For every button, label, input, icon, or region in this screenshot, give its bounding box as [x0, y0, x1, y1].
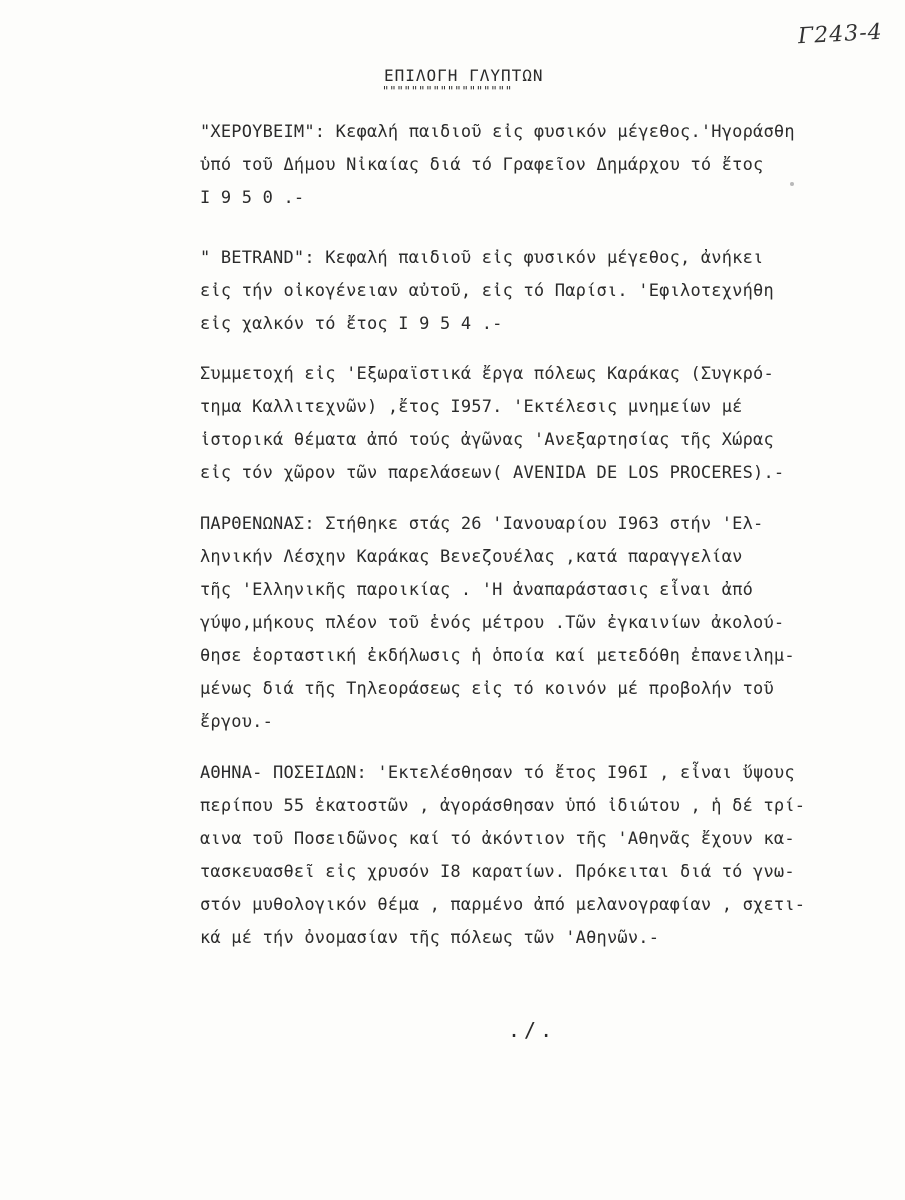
paragraph-line: κά μέ τήν ὀνομασίαν τῆς πόλεως τῶν 'Αθηνῶν.- — [200, 928, 660, 948]
paragraph-line: τῆς 'Ελληνικῆς παροικίας . 'Η ἀναπαράστασις εἶναι ἀπό — [200, 580, 754, 600]
paragraph-line: εἰς τόν χῶρον τῶν παρελάσεων( AVENIDA DE LOS PROCERES).- — [200, 463, 785, 483]
paragraph-line: τημα Καλλιτεχνῶν) ,ἔτος Ι957. 'Εκτέλεσις μνημείων μέ — [200, 397, 743, 417]
paragraph-line: ὑπό τοῦ Δήμου Νἰκαίας διά τό Γραφεῖον Δημάρχου τό ἔτος — [200, 155, 764, 175]
paragraph-line: θησε ἑορταστική ἐκδήλωσις ἡ ὁποία καί μετεδόθη ἐπανειλημ- — [200, 646, 795, 666]
paragraph-betrand — [200, 242, 860, 341]
title-underline: """""""""""""""""" — [382, 84, 513, 98]
paragraph-line: ΠΑΡΘΕΝΩΝΑΣ: Στήθηκε στάς 26 'Ιανουαρίου Ι963 στήν 'Ελ- — [200, 514, 764, 534]
document-title: ΕΠΙΛΟΓΗ ΓΛΥΠΤΩΝ — [384, 66, 544, 85]
paragraph-athena-poseidon — [200, 757, 860, 955]
paragraph-line: εἰς χαλκόν τό ἔτος Ι 9 5 4 .- — [200, 314, 503, 334]
paragraph-line: εἰς τήν οἰκογένειαν αὐτοῦ, εἰς τό Παρίσι. 'Εφιλοτεχνήθη — [200, 281, 774, 301]
paragraph-line: ληνικήν Λέσχην Καράκας Βενεζουέλας ,κατά παραγγελίαν — [200, 547, 743, 567]
paragraph-line: Συμμετοχή εἰς 'Εξωραϊστικά ἔργα πόλεως Καράκας (Συγκρό- — [200, 364, 774, 384]
paragraph-parthenon — [200, 508, 860, 739]
paragraph-line: τασκευασθεῖ εἰς χρυσόν Ι8 καρατίων. Πρόκειται διά τό γνω- — [200, 862, 795, 882]
paragraph-line: " BETRAND": Κεφαλή παιδιοῦ εἰς φυσικόν μέγεθος, ἀνήκει — [200, 248, 764, 268]
paragraph-line: ΑΘΗΝΑ- ΠΟΣΕΙΔΩΝ: 'Εκτελέσθησαν τό ἔτος Ι96Ι , εἶναι ὕψους — [200, 763, 795, 783]
paragraph-line: ἱστορικά θέματα ἀπό τούς ἀγῶνας 'Ανεξαρτησίας τῆς Χώρας — [200, 430, 774, 450]
paragraph-line: στόν μυθολογικόν θέμα , παρμένο ἀπό μελανογραφίαν , σχετι- — [200, 895, 806, 915]
paragraph-line: περίπου 55 ἑκατοστῶν , ἀγοράσθησαν ὑπό ἰδιώτου , ἡ δέ τρί- — [200, 796, 806, 816]
paragraph-line: "ΧΕΡΟΥΒΕΙΜ": Κεφαλή παιδιοῦ εἰς φυσικόν μέγεθος.'Ηγοράσθη — [200, 122, 795, 142]
paragraph-line: αινα τοῦ Ποσειδῶνος καί τό ἀκόντιον τῆς 'Αθηνᾶς ἔχουν κα- — [200, 829, 795, 849]
paragraph-line: γύψο,μήκους πλέον τοῦ ἑνός μέτρου .Τῶν ἐγκαινίων ἀκολού- — [200, 613, 785, 633]
archive-reference-number: Γ243-4 — [797, 19, 884, 50]
paragraph-cheroubeim — [200, 116, 860, 215]
end-of-page-mark: ./. — [508, 1018, 557, 1042]
paragraph-line: ἔργου.- — [200, 712, 274, 732]
paragraph-line: Ι 9 5 0 .- — [200, 188, 305, 208]
paragraph-line: μένως διά τῆς Τηλεοράσεως εἰς τό κοινόν μέ προβολήν τοῦ — [200, 679, 774, 699]
paragraph-caracas-works — [200, 358, 860, 490]
